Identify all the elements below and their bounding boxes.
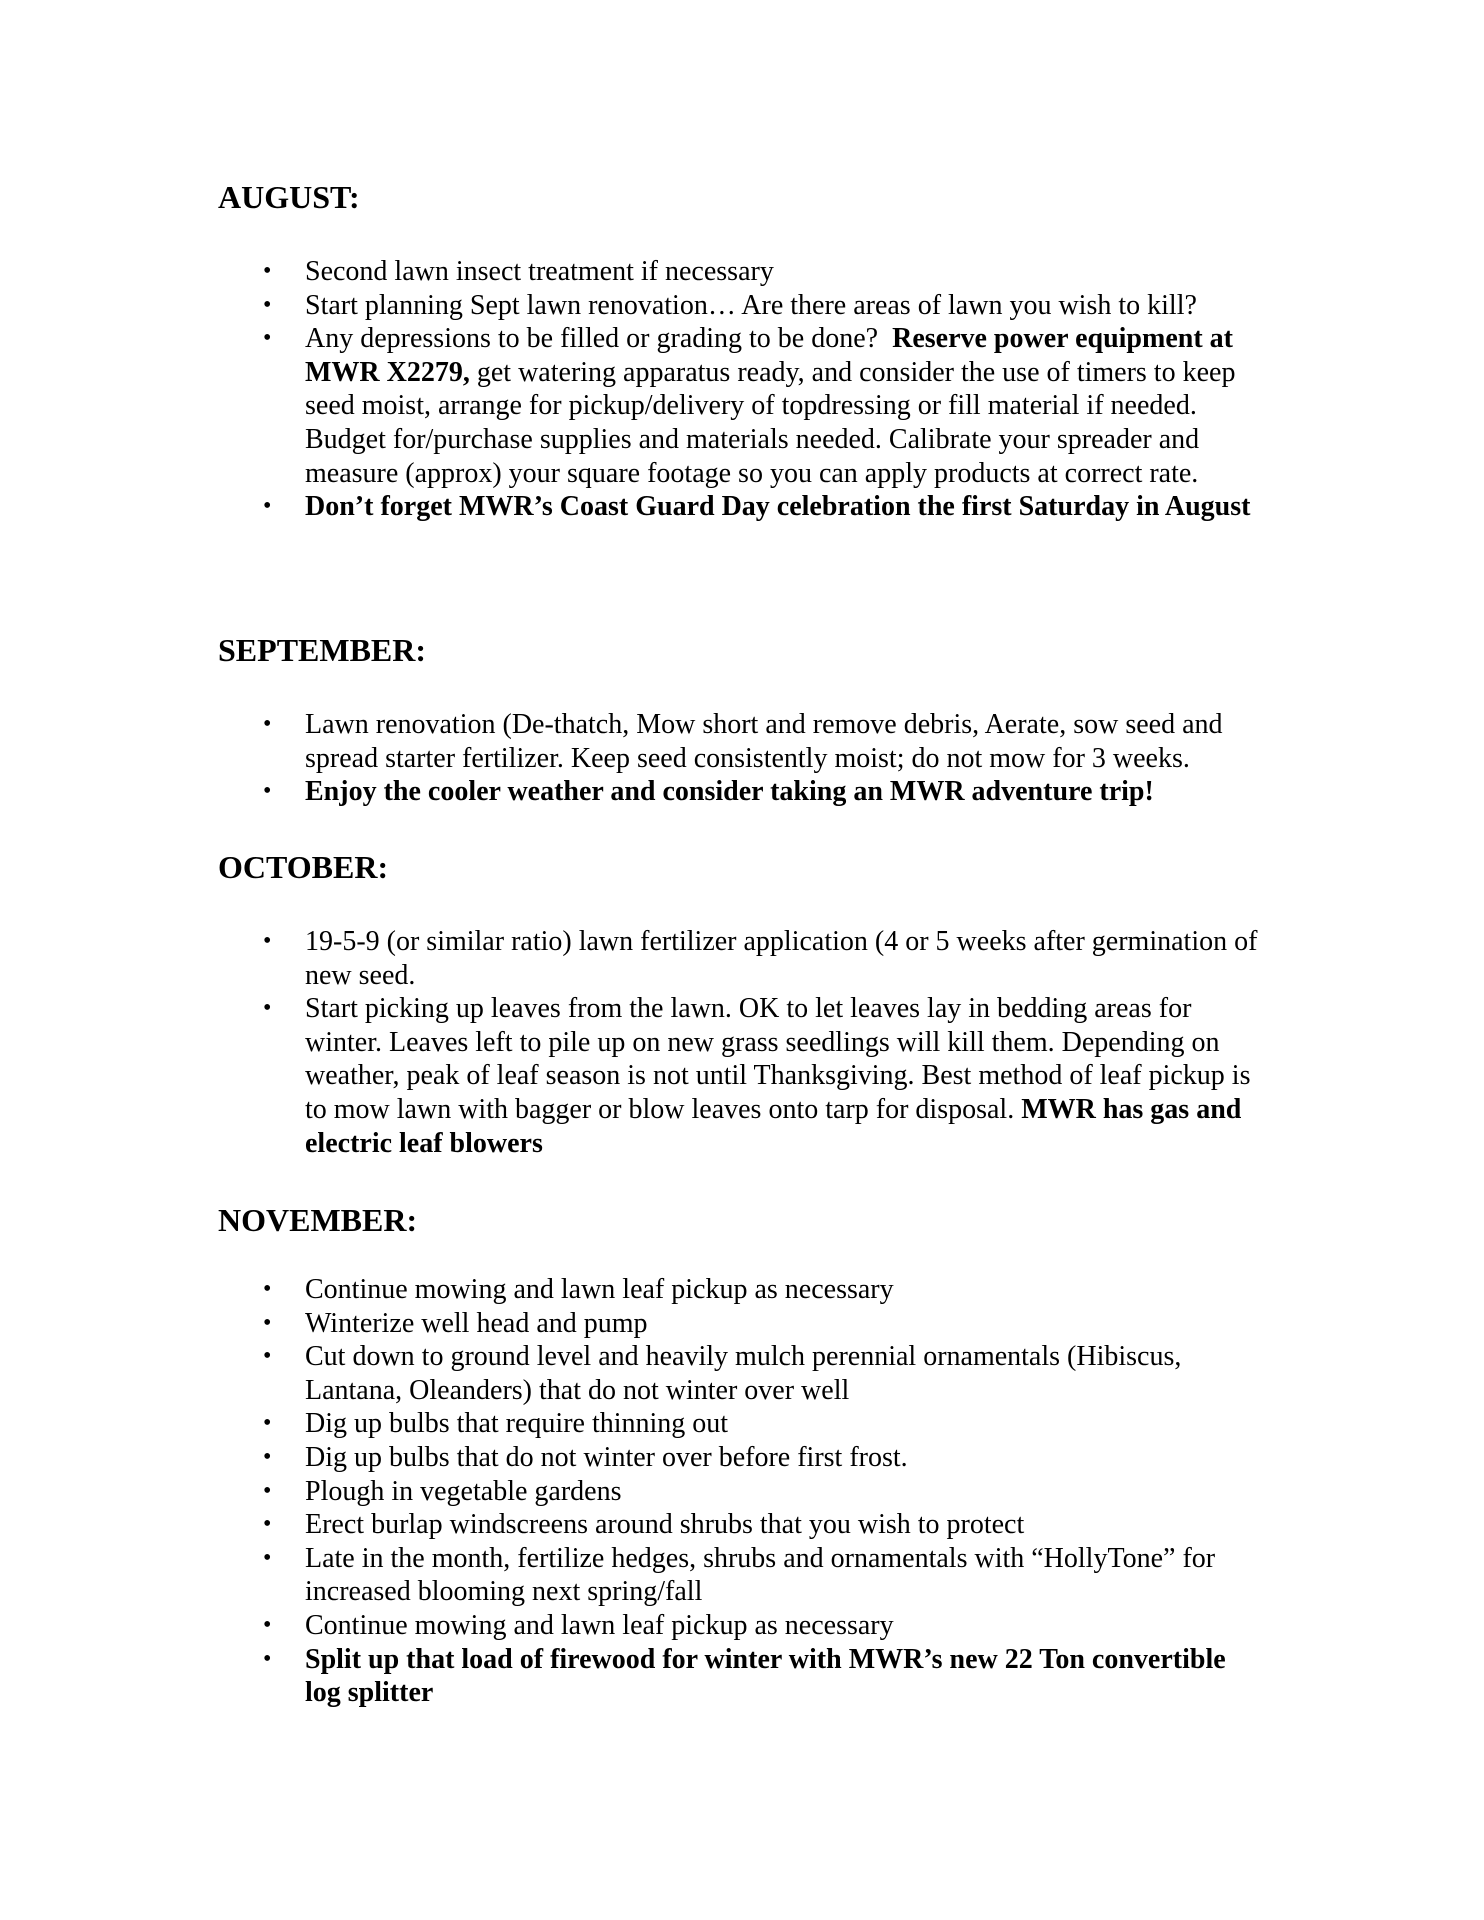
bullet-icon: • bbox=[263, 291, 272, 318]
section-heading: OCTOBER: bbox=[218, 849, 389, 885]
bullet-list bbox=[0, 925, 1484, 1160]
bullet-icon: • bbox=[263, 493, 272, 520]
list-item: • Second lawn insect treatment if necessary bbox=[263, 256, 774, 287]
list-item: • 19-5-9 (or similar ratio) lawn fertilizer application (4 or 5 weeks after germination of new seed. bbox=[263, 926, 1258, 991]
bullet-icon: • bbox=[263, 1410, 272, 1437]
list-item: • Continue mowing and lawn leaf pickup as necessary bbox=[263, 1609, 894, 1641]
list-item: • Don’t forget MWR’s Coast Guard Day celebration the first Saturday in August bbox=[263, 491, 1251, 523]
bullet-list bbox=[0, 255, 1484, 524]
bullet-icon: • bbox=[263, 325, 272, 352]
bullet-list bbox=[0, 1273, 1484, 1710]
section-heading: AUGUST: bbox=[218, 179, 360, 215]
list-item: • Any depressions to be filled or grading to be done? Reserve power equipment at MWR X2279, get watering apparatus ready, and consider the use of timers to keep seed moist, arrange for pickup/delivery of topdressing or fill material if needed. Budget for/purchase supplies and materials needed. Calibrate your spreader and measure (approx) your square footage so you can apply products at correct rate. bbox=[263, 323, 1236, 489]
list-item: • Dig up bulbs that require thinning out bbox=[263, 1408, 729, 1440]
list-item: • Start picking up leaves from the lawn. OK to let leaves lay in bedding areas for winter. Leaves left to pile up on new grass seedlings will kill them. Depending on weather, peak of leaf season is not until Thanksgiving. Best method of leaf pickup is to mow lawn with bagger or blow leaves onto tarp for disposal. MWR has gas and electric leaf blowers bbox=[263, 993, 1258, 1159]
bullet-icon: • bbox=[263, 1276, 272, 1302]
bullet-icon: • bbox=[263, 778, 272, 805]
bullet-icon: • bbox=[263, 1645, 272, 1672]
bullet-icon: • bbox=[263, 1343, 272, 1370]
bullet-icon: • bbox=[263, 1544, 272, 1571]
bullet-icon: • bbox=[263, 928, 272, 954]
section-heading: NOVEMBER: bbox=[218, 1202, 418, 1238]
bullet-icon: • bbox=[263, 1511, 272, 1538]
bullet-icon: • bbox=[263, 711, 272, 737]
bullet-icon: • bbox=[263, 1443, 272, 1470]
bullet-icon: • bbox=[263, 258, 272, 284]
bullet-icon: • bbox=[263, 1611, 272, 1638]
list-item: • Start planning Sept lawn renovation… Are there areas of lawn you wish to kill? bbox=[263, 289, 1197, 321]
list-item: • Late in the month, fertilize hedges, shrubs and ornamentals with “HollyTone” for increased blooming next spring/fall bbox=[263, 1542, 1216, 1608]
section-heading: SEPTEMBER: bbox=[218, 632, 427, 668]
list-item: • Split up that load of firewood for winter with MWR’s new 22 Ton convertible log splitter bbox=[263, 1643, 1226, 1709]
list-item: • Erect burlap windscreens around shrubs that you wish to protect bbox=[263, 1509, 1025, 1541]
bullet-icon: • bbox=[263, 1309, 272, 1336]
bullet-icon: • bbox=[263, 995, 272, 1022]
list-item: • Cut down to ground level and heavily mulch perennial ornamentals (Hibiscus, Lantana, Oleanders) that do not winter over well bbox=[263, 1341, 1182, 1406]
list-item: • Dig up bulbs that do not winter over before first frost. bbox=[263, 1441, 908, 1473]
bullet-list bbox=[0, 708, 1484, 809]
list-item: • Plough in vegetable gardens bbox=[263, 1475, 622, 1507]
list-item: • Enjoy the cooler weather and consider taking an MWR adventure trip! bbox=[263, 776, 1154, 808]
list-item: • Continue mowing and lawn leaf pickup as necessary bbox=[263, 1274, 894, 1305]
bullet-icon: • bbox=[263, 1477, 272, 1504]
list-item: • Winterize well head and pump bbox=[263, 1307, 648, 1339]
list-item: • Lawn renovation (De-thatch, Mow short and remove debris, Aerate, sow seed and spread starter fertilizer. Keep seed consistently moist; do not mow for 3 weeks. bbox=[263, 709, 1223, 774]
